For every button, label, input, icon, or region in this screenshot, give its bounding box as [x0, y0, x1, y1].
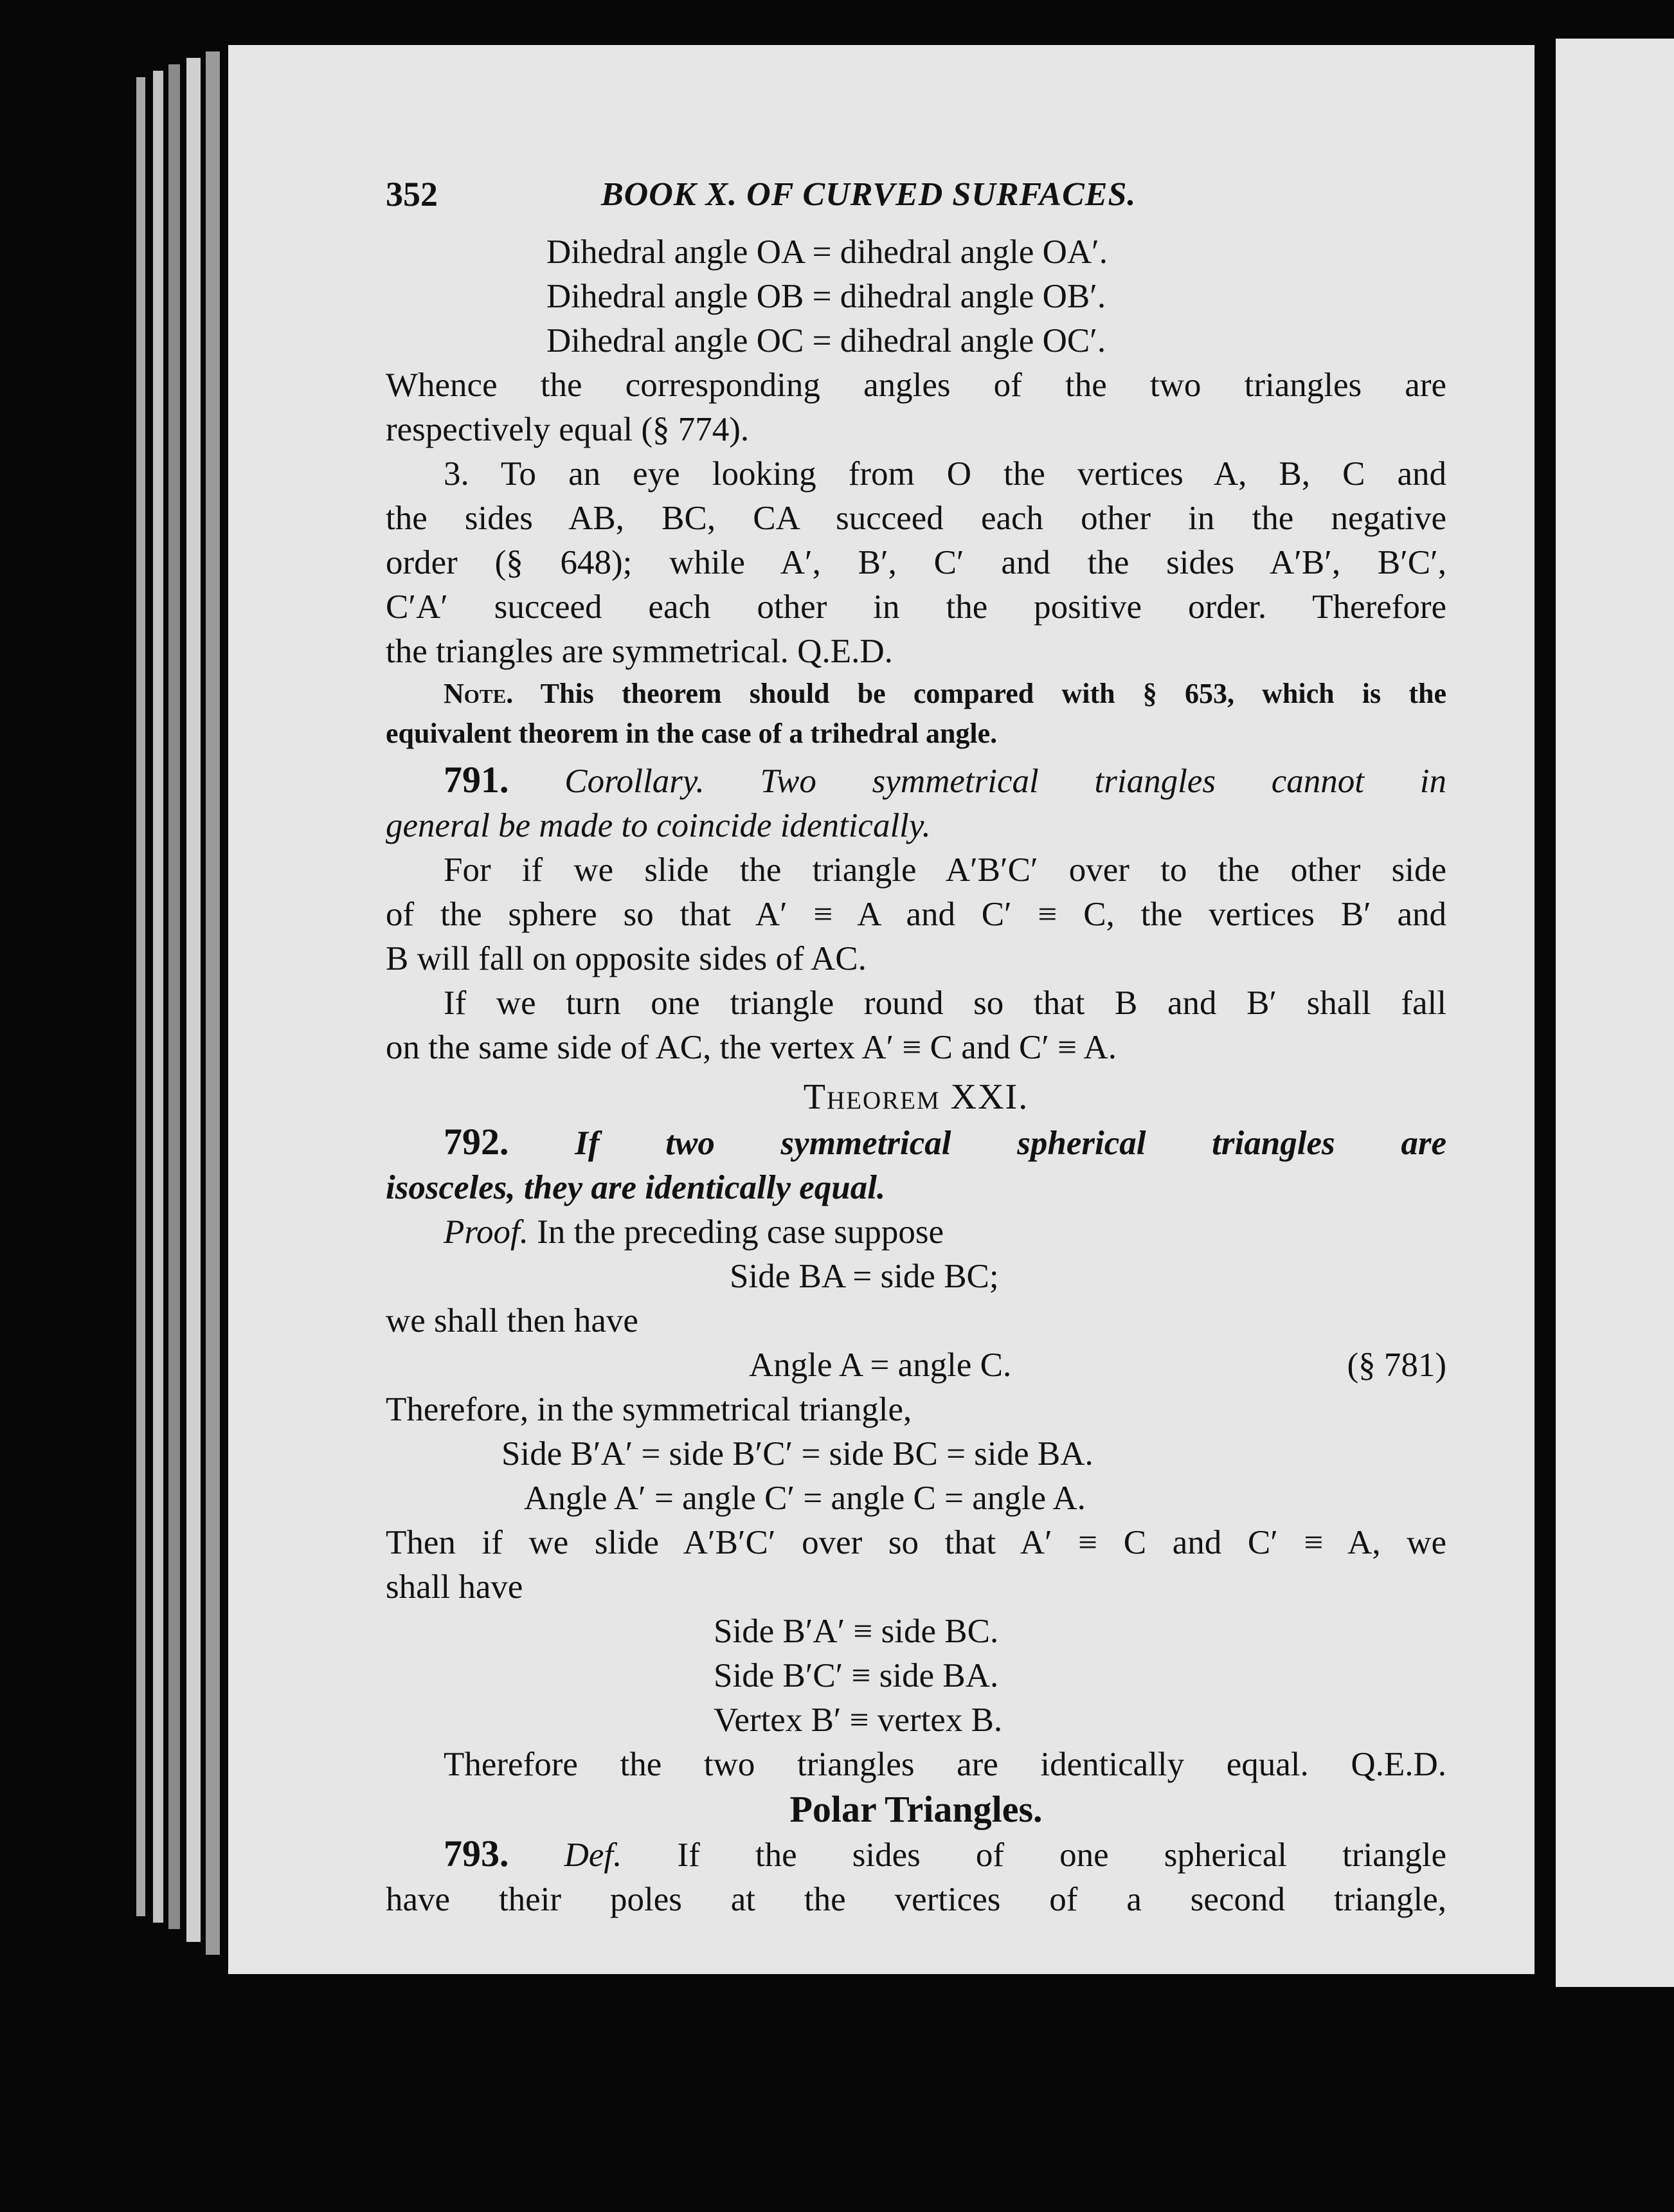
body-line: order (§ 648); while A′, B′, C′ and the sides A′B′, B′C′,: [386, 544, 1446, 581]
body-line: B will fall on opposite sides of AC.: [386, 940, 867, 977]
body-line: If we turn one triangle round so that B and B′ shall fall: [444, 984, 1446, 1022]
note-text: This theorem should be compared with § 653, which is the: [513, 678, 1446, 709]
section-number: 791.: [444, 759, 509, 801]
body-line: C′A′ succeed each other in the positive order. Therefore: [386, 588, 1446, 626]
body-line: For if we slide the triangle A′B′C′ over to the other side: [444, 851, 1446, 889]
proof-line: [386, 1210, 1446, 1255]
page-edge: [206, 51, 220, 1955]
page-edge: [136, 77, 145, 1916]
corollary-text: general be made to coincide identically.: [386, 807, 931, 844]
equation-line: Dihedral angle OC = dihedral angle OC′.: [546, 322, 1106, 359]
section-heading: Polar Triangles.: [789, 1788, 1043, 1830]
theorem-text: isosceles, they are identically equal.: [386, 1169, 886, 1206]
equation-line: Side BA = side BC;: [730, 1258, 999, 1295]
page-content: [386, 167, 1446, 1922]
equation-with-reference: [386, 1343, 1446, 1388]
body-line: Then if we slide A′B′C′ over so that A′ ≡ C and C′ ≡ A, we: [386, 1524, 1446, 1561]
theorem-heading: Theorem XXI.: [803, 1077, 1029, 1117]
equation-line: Dihedral angle OB = dihedral angle OB′.: [546, 278, 1106, 315]
equation-line: Angle A′ = angle C′ = angle C = angle A.: [524, 1480, 1086, 1517]
body-line: we shall then have: [386, 1302, 638, 1339]
note-line: equivalent theorem in the case of a trihedral angle.: [386, 718, 998, 749]
body-line: 3. To an eye looking from O the vertices A, B, C and: [444, 455, 1446, 493]
equation-line: Side B′C′ ≡ side BA.: [714, 1657, 999, 1694]
running-head: BOOK X. OF CURVED SURFACES.: [601, 176, 1137, 213]
section-number: 792.: [444, 1121, 509, 1163]
corollary-label: Corollary.: [564, 763, 705, 800]
equation-line: Dihedral angle OA = dihedral angle OA′.: [546, 233, 1108, 271]
page-edge: [153, 71, 163, 1923]
page-edge: [186, 58, 201, 1942]
page-number: 352: [386, 175, 438, 213]
definition-label: Def.: [564, 1836, 622, 1874]
definition-line: [386, 1831, 1446, 1878]
equation-reference: (§ 781): [1347, 1346, 1446, 1384]
body-line: shall have: [386, 1568, 523, 1606]
body-line: of the sphere so that A′ ≡ A and C′ ≡ C, the vertices B′ and: [386, 896, 1446, 933]
body-line: Whence the corresponding angles of the two triangles are: [386, 367, 1446, 404]
corollary-heading: [386, 757, 1446, 804]
corollary-text: Two symmetrical triangles cannot in: [760, 763, 1446, 800]
theorem-statement: [386, 1120, 1446, 1166]
facing-page-edge: [1556, 39, 1674, 1987]
body-line: Therefore, in the symmetrical triangle,: [386, 1391, 912, 1428]
note-line: [386, 674, 1446, 714]
theorem-text: If two symmetrical spherical triangles are: [575, 1125, 1446, 1162]
body-line: the sides AB, BC, CA succeed each other in the negative: [386, 500, 1446, 537]
equation-line: Side B′A′ ≡ side BC.: [714, 1613, 999, 1650]
definition-line: have their poles at the vertices of a second triangle,: [386, 1881, 1446, 1918]
page-edge: [168, 64, 180, 1929]
body-line: on the same side of AC, the vertex A′ ≡ C and C′ ≡ A.: [386, 1029, 1117, 1066]
equation-line: Vertex B′ ≡ vertex B.: [714, 1701, 1003, 1739]
body-line: respectively equal (§ 774).: [386, 411, 750, 448]
body-line: the triangles are symmetrical. Q.E.D.: [386, 633, 893, 670]
section-number: 793.: [444, 1833, 509, 1874]
proof-label: Proof.: [444, 1213, 529, 1251]
proof-text: In the preceding case suppose: [528, 1213, 944, 1251]
equation-line: Side B′A′ = side B′C′ = side BC = side BA.: [501, 1435, 1094, 1473]
definition-text: If the sides of one spherical triangle: [622, 1836, 1447, 1874]
note-label: Note.: [444, 678, 514, 709]
page-header: [386, 172, 1446, 230]
body-line: Therefore the two triangles are identically equal. Q.E.D.: [444, 1746, 1446, 1783]
equation-line: Angle A = angle C.: [749, 1346, 1012, 1384]
